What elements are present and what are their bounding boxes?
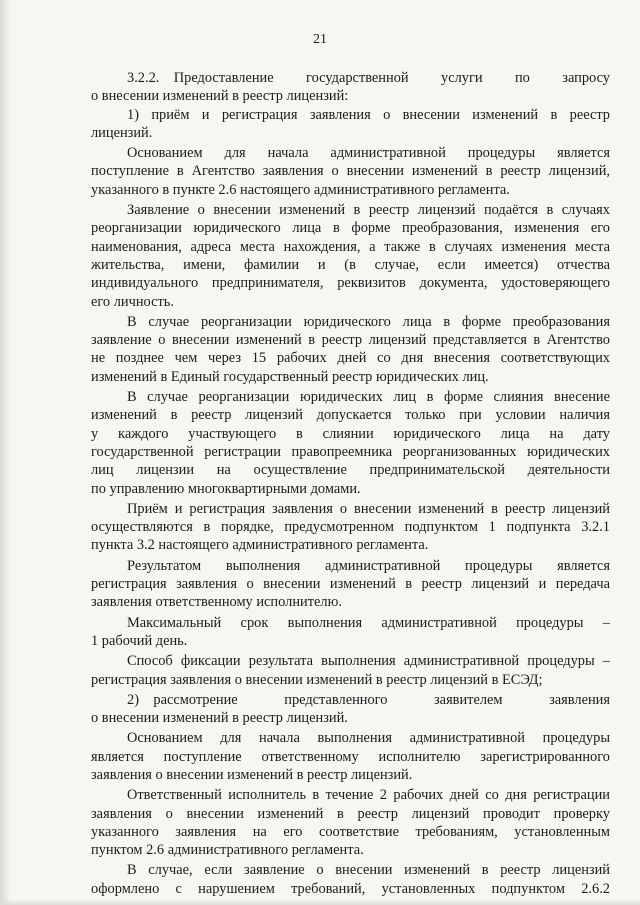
text-line: лиц лицензии на осуществление предпринимательской деятельности	[91, 462, 610, 479]
text-line: осуществляются в порядке, предусмотренном подпунктом 1 подпункта 3.2.1	[91, 519, 610, 536]
text-line: о внесении изменений в реестр лицензий:	[91, 88, 349, 105]
text-line: наименования, адреса места нахождения, а также в случаях изменения места	[91, 238, 610, 255]
text-line: указанного заявления на его соответствие требованиям, установленным	[91, 823, 610, 840]
text-line: Приём и регистрация заявления о внесении изменений в реестр лицензий	[127, 500, 610, 517]
scan-bottom-edge	[0, 899, 640, 905]
section-heading-line: 3.2.2. Предоставление государственной услуги по запросу	[127, 70, 610, 86]
text-line: жительства, имени, фамилии и (в случае, если имеется) отчества	[91, 256, 610, 273]
text-line: заявления о внесении изменений в реестр лицензий.	[91, 766, 413, 783]
text-line: пункта 3.2 настоящего административного регламента.	[91, 537, 429, 554]
text-line: изменений в реестр лицензий допускается только при условии наличия	[91, 407, 610, 424]
text-line: Ответственный исполнитель в течение 2 рабочих дней со дня регистрации	[127, 787, 610, 804]
text-line: регистрация заявления о внесении изменений в реестр лицензий в ЕСЭД;	[91, 671, 543, 688]
scan-edge-shadow	[0, 0, 10, 905]
text-line: Способ фиксации результата выполнения административной процедуры –	[127, 653, 610, 670]
text-line: Максимальный срок выполнения административной процедуры –	[127, 614, 610, 631]
text-line: не позднее чем через 15 рабочих дней со дня внесения соответствующих	[91, 350, 610, 367]
text-line: Заявление о внесении изменений в реестр лицензий подаётся в случаях	[127, 202, 610, 219]
text-line: пунктом 2.6 административного регламента.	[91, 842, 364, 859]
text-line: индивидуального предпринимателя, реквизитов документа, удостоверяющего	[91, 275, 610, 292]
text-line: его личность.	[91, 293, 174, 310]
text-line: поступление в Агентство заявления о внесении изменений в реестр лицензий,	[91, 163, 610, 180]
page-number: 21	[313, 32, 327, 47]
text-line: лицензий.	[91, 124, 153, 141]
text-line: является поступление ответственному исполнителю зарегистрированного	[91, 748, 610, 765]
text-line: изменений в Единый государственный реестр юридических лиц.	[91, 368, 489, 385]
text-line: государственной регистрации правопреемника реорганизованных юридических	[91, 443, 610, 460]
text-line: В случае реорганизации юридических лиц в форме слияния внесение	[127, 389, 610, 406]
text-line: заявления ответственному исполнителю.	[91, 594, 342, 611]
text-line: В случае реорганизации юридического лица в форме преобразования	[127, 313, 610, 330]
text-line: Основанием для начала административной процедуры является	[127, 145, 610, 162]
text-line: заявления о внесении изменений в реестр лицензий проводит проверку	[91, 805, 610, 822]
text-line: 1 рабочий день.	[91, 632, 188, 649]
text-line: по управлению многоквартирными домами.	[91, 480, 361, 497]
text-line: В случае, если заявление о внесении изменений в реестр лицензий	[127, 862, 610, 879]
text-line: регистрация заявления о внесении изменений в реестр лицензий и передача	[91, 576, 610, 593]
text-line: у каждого участвующего в слиянии юридического лица на дату	[91, 425, 610, 442]
document-body	[91, 69, 610, 898]
text-line: реорганизации юридического лица в форме преобразования, изменения его	[91, 220, 610, 237]
subsection-heading-line: 2) рассмотрение представленного заявителем заявления	[127, 691, 610, 708]
text-line: указанного в пункте 2.6 настоящего административного регламента.	[91, 181, 510, 198]
text-line: Основанием для начала выполнения административной процедуры	[127, 730, 610, 747]
text-line: о внесении изменений в реестр лицензий.	[91, 710, 348, 727]
text-line: оформлено с нарушением требований, установленных подпунктом 2.6.2	[91, 880, 610, 897]
text-line: заявление о внесении изменений в реестр лицензий представляется в Агентство	[91, 332, 610, 349]
text-line: Результатом выполнения административной процедуры является	[127, 557, 610, 574]
text-line: 1) приём и регистрация заявления о внесении изменений в реестр	[127, 106, 610, 123]
